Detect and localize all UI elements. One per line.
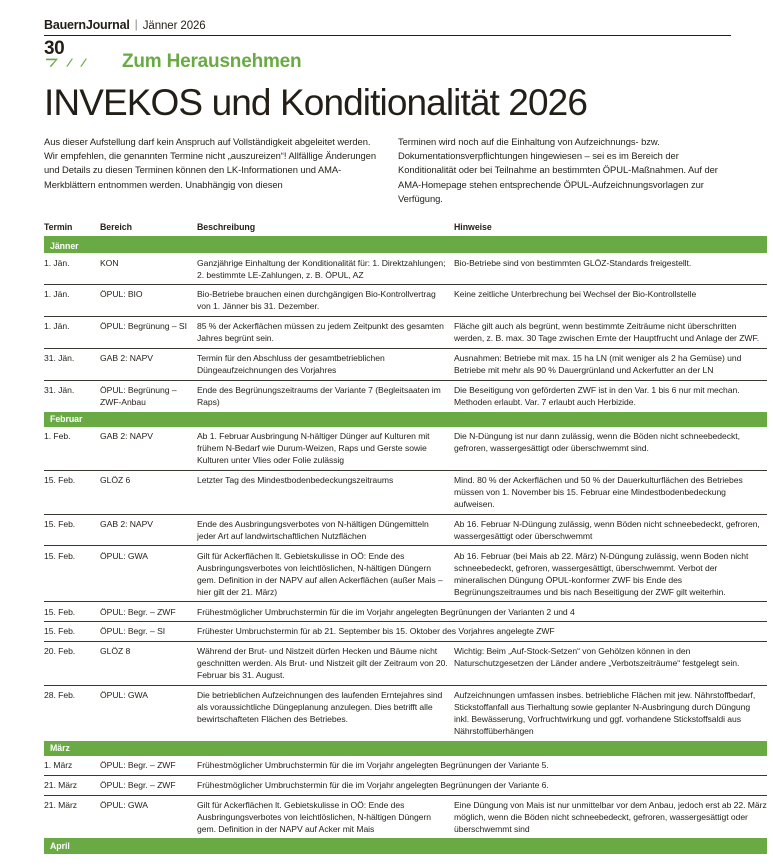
month-section-header [44, 412, 767, 427]
cell-beschreibung: Ende des Ausbringungsverbotes von N-hältigen Düngemitteln jeder Art auf landwirtschaftlichen Nutzflächen [197, 514, 454, 546]
column-header-bereich: Bereich [100, 222, 197, 237]
cell-bereich: GLÖZ 8 [100, 641, 197, 685]
cell-hinweise: Eine Düngung von Mais ist nur unmittelbar vor dem Anbau, jedoch erst ab 22. März möglich, wenn die Böden nicht schneebedeckt, gefroren, wassergesättigt oder überschwemmt sind [454, 799, 767, 834]
slash-marks-icon [46, 58, 87, 67]
intro-column-right: Terminen wird noch auf die Einhaltung von Aufzeichnungs- bzw. Dokumentationsverpflichtungen hingewiesen – sei es im Bereich der Konditionalität oder bei Teilnahme an bestimmten ÖPUL-Maßnahmen. Auf der AMA-Homepage stehen entsprechende ÖPUL-Aufzeichnungsvorlagen zur Verfügung. [398, 135, 718, 204]
cell-bereich: GLÖZ 6 [100, 470, 197, 514]
masthead [18, 0, 755, 35]
cell-beschreibung: Gilt für Ackerflächen lt. Gebietskulisse in OÖ: Ende des Ausbringungsverbotes von leichtlöslichen, N-hältigen Düngern gem. Definition in der NAPV auf Acker mit Mais [197, 799, 431, 834]
cell-termin: 15. Feb. [44, 546, 100, 602]
cell-beschreibung: Die betrieblichen Aufzeichnungen des laufenden Erntejahres sind als voraussichtliche Düngeplanung anzulegen. Dies betrifft alle bewirtschafteten Flächen des Betriebes. [197, 690, 443, 725]
cell-termin: 15. Feb. [44, 602, 100, 622]
cell-bereich: ÖPUL: Begrünung – SI [100, 317, 197, 349]
cell-hinweise: Ausnahmen: Betriebe mit max. 15 ha LN (mit weniger als 2 ha Gemüse) und Betriebe mit mehr als 90 % Dauergrünland und Ackerfutter an der LN [454, 348, 767, 380]
cell-hinweise: Ab 16. Februar N-Düngung zulässig, wenn Böden nicht schneebedeckt, gefroren, wassergesättigt oder überschwemmt [454, 514, 767, 546]
cell-beschreibung: Ganzjährige Einhaltung der Konditionalität für: 1. Direktzahlungen; 2. bestimmte LE-Zahlungen, z. B. ÖPUL, AZ [197, 253, 454, 284]
table-row [44, 622, 767, 642]
cell-hinweise: Aufzeichnungen umfassen insbes. betriebliche Flächen mit jew. Nährstoffbedarf, Stickstoffanfall aus Tierhaltung sowie geplanter N-Ausbringung durch Düngung inkl. Bewässerung, Vorfruchtwirkung und ggf. vorhandene Stickstoffsaldi aus Nährstoffüberhängen [454, 690, 756, 737]
table-head [44, 222, 767, 237]
cell-termin: 1. Jän. [44, 317, 100, 349]
cell-beschreibung: 85 % der Ackerflächen müssen zu jedem Zeitpunkt des gesamten Jahres begrünt sein. [197, 317, 454, 349]
cell-bereich: GAB 2: NAPV [100, 348, 197, 380]
cell-bereich: ÖPUL: Begr. – ZWF [100, 756, 197, 775]
table-row [44, 317, 767, 349]
cell-bereich: ÖPUL: GWA [100, 690, 148, 700]
schedule-table [44, 222, 767, 853]
cell-termin: 1. Jän. [44, 285, 100, 317]
cell-termin: 20. Feb. [44, 641, 100, 685]
table-body [44, 237, 767, 853]
cell-bereich: ÖPUL: Begr. – SI [100, 622, 197, 642]
month-label: Februar [44, 412, 767, 427]
column-header-beschreibung: Beschreibung [197, 222, 454, 237]
month-label: April [44, 838, 767, 853]
month-section-header [44, 741, 767, 756]
cell-hinweise: Ab 16. Februar (bei Mais ab 22. März) N-Düngung zulässig, wenn Boden nicht schneebedeckt, gefroren, wassergesättigt, überschwemmt. Verbot der mineralischen Düngung ÖPUL-konformer ZWF bis Ende des Begrünungszeitraumes und bis nach Beseitigung der ZWF gilt weiterhin. [454, 546, 767, 602]
table-row [44, 380, 767, 411]
intro-column-left: Aus dieser Aufstellung darf kein Anspruch auf Vollständigkeit abgeleitet werden. Wir empfehlen, die genannten Termine nicht „auszureizen“! Allfällige Änderungen und Details zu diesen Terminen können den LK-Informationen und AMA-Merkblättern entnommen werden. Unabhängig von diesen [44, 135, 377, 190]
column-header-hinweise: Hinweise [454, 222, 767, 237]
cell-bereich: ÖPUL: Begr. – ZWF [100, 775, 197, 795]
column-header-termin: Termin [44, 222, 100, 237]
section-kicker-title: Zum Herausnehmen [122, 51, 302, 72]
masthead-divider [44, 35, 731, 36]
page-number: 30 [44, 38, 65, 59]
cell-bereich: ÖPUL: GWA [100, 546, 197, 602]
cell-bereich: ÖPUL: BIO [100, 285, 197, 317]
issue-date: Jänner 2026 [142, 20, 206, 32]
table-row [44, 427, 767, 470]
cell-hinweise: Die N-Düngung ist nur dann zulässig, wenn die Böden nicht schneebedeckt, gefroren, wassergesättigt oder überschwemmt sind. [454, 427, 767, 470]
cell-beschreibung: Frühester Umbruchstermin für ab 21. September bis 15. Oktober des Vorjahres angelegte ZWF [197, 622, 767, 642]
cell-termin: 31. Jän. [44, 384, 75, 395]
kicker-row [44, 38, 731, 75]
month-section-header [44, 237, 767, 253]
cell-termin: 31. Jän. [44, 348, 100, 380]
cell-hinweise: Keine zeitliche Unterbrechung bei Wechsel der Bio-Kontrollstelle [454, 285, 767, 317]
schedule-table-wrapper [44, 222, 767, 853]
table-row [44, 514, 767, 546]
cell-beschreibung: Bio-Betriebe brauchen einen durchgängigen Bio-Kontrollvertrag von 1. Jänner bis 31. Dezember. [197, 285, 454, 317]
cell-hinweise: Mind. 80 % der Ackerflächen und 50 % der Dauerkulturflächen des Betriebes müssen von 1. November bis 15. Februar eine Mindestbodenbedeckung aufweisen. [454, 470, 767, 514]
table-row [44, 253, 767, 284]
cell-termin: 1. Feb. [44, 427, 100, 470]
month-label: Jänner [44, 237, 767, 253]
cell-hinweise: Fläche gilt auch als begrünt, wenn bestimmte Zeiträume nicht überschritten werden, z. B. max. 30 Tage zwischen Ernte der Hauptfrucht und Anlage der ZWF. [454, 317, 767, 349]
cell-termin: 1. Jän. [44, 253, 100, 284]
cell-beschreibung: Frühestmöglicher Umbruchstermin für die im Vorjahr angelegten Begrünungen der Variante 6. [197, 775, 767, 795]
cell-hinweise: Bio-Betriebe sind von bestimmten GLÖZ-Standards freigestellt. [454, 253, 767, 284]
cell-beschreibung: Frühestmöglicher Umbruchstermin für die im Vorjahr angelegten Begrünungen der Variante 5. [197, 756, 767, 775]
cell-beschreibung: Termin für den Abschluss der gesamtbetrieblichen Düngeaufzeichnungen des Vorjahres [197, 348, 454, 380]
cell-bereich: GAB 2: NAPV [100, 427, 197, 470]
cell-bereich: KON [100, 253, 197, 284]
cell-termin: 28. Feb. [44, 690, 76, 700]
cell-beschreibung: Frühestmöglicher Umbruchstermin für die im Vorjahr angelegten Begrünungen der Varianten 2 und 4 [197, 602, 767, 622]
table-row [44, 348, 767, 380]
cell-beschreibung: Während der Brut- und Nistzeit dürfen Hecken und Bäume nicht geschnitten werden. Als Brut- und Nistzeit gilt der Zeitraum von 20. Februar bis 31. August. [197, 641, 454, 685]
cell-termin: 21. März [44, 775, 100, 795]
table-row [44, 795, 767, 838]
table-row [44, 602, 767, 622]
masthead-separator: | [134, 17, 138, 31]
intro-text [44, 135, 731, 206]
publication-brand: BauernJournal [44, 18, 130, 32]
cell-termin: 15. Feb. [44, 514, 100, 546]
cell-beschreibung: Ende des Begrünungszeitraums der Variante 7 (Begleitsaaten im Raps) [197, 384, 441, 407]
table-row [44, 285, 767, 317]
table-row [44, 685, 767, 740]
table-row [44, 775, 767, 795]
cell-bereich: ÖPUL: Begr. – ZWF [100, 602, 197, 622]
cell-termin: 15. Feb. [44, 470, 100, 514]
table-row [44, 546, 767, 602]
cell-termin: 21. März [44, 799, 78, 810]
cell-beschreibung: Ab 1. Februar Ausbringung N-hältiger Dünger auf Kulturen mit frühem N-Bedarf wie Durum-Weizen, Raps und Gerste sowie Kulturen unter Vlies oder Folie zulässig [197, 427, 454, 470]
month-section-header [44, 838, 767, 853]
cell-bereich: GAB 2: NAPV [100, 514, 197, 546]
table-header-row [44, 222, 767, 237]
cell-hinweise: Die Beseitigung von geförderten ZWF ist in den Var. 1 bis 6 nur mit mechan. Methoden erlaubt. Var. 7 erlaubt auch Herbizide. [454, 384, 740, 407]
cell-bereich: ÖPUL: GWA [100, 799, 148, 810]
cell-hinweise: Wichtig: Beim „Auf-Stock-Setzen“ von Gehölzen können in den Naturschutzgesetzen der Länder andere „Verbotszeiträume“ festgelegt sein. [454, 641, 767, 685]
cell-bereich: ÖPUL: Begrünung – ZWF-Anbau [100, 384, 177, 407]
table-row [44, 641, 767, 685]
cell-termin: 1. März [44, 756, 100, 775]
cell-beschreibung: Letzter Tag des Mindestbodenbedeckungszeitraums [197, 470, 454, 514]
cell-termin: 15. Feb. [44, 622, 100, 642]
table-row [44, 470, 767, 514]
month-label: März [44, 741, 767, 756]
page-title: INVEKOS und Konditionalität 2026 [44, 82, 588, 123]
table-row [44, 756, 767, 775]
cell-beschreibung: Gilt für Ackerflächen lt. Gebietskulisse in OÖ: Ende des Ausbringungsverbotes von leichtlöslichen, N-hältigen Düngern gem. Definition in der NAPV auf allen Ackerflächen (außer Mais – hier gilt der 21. März) [197, 546, 454, 602]
